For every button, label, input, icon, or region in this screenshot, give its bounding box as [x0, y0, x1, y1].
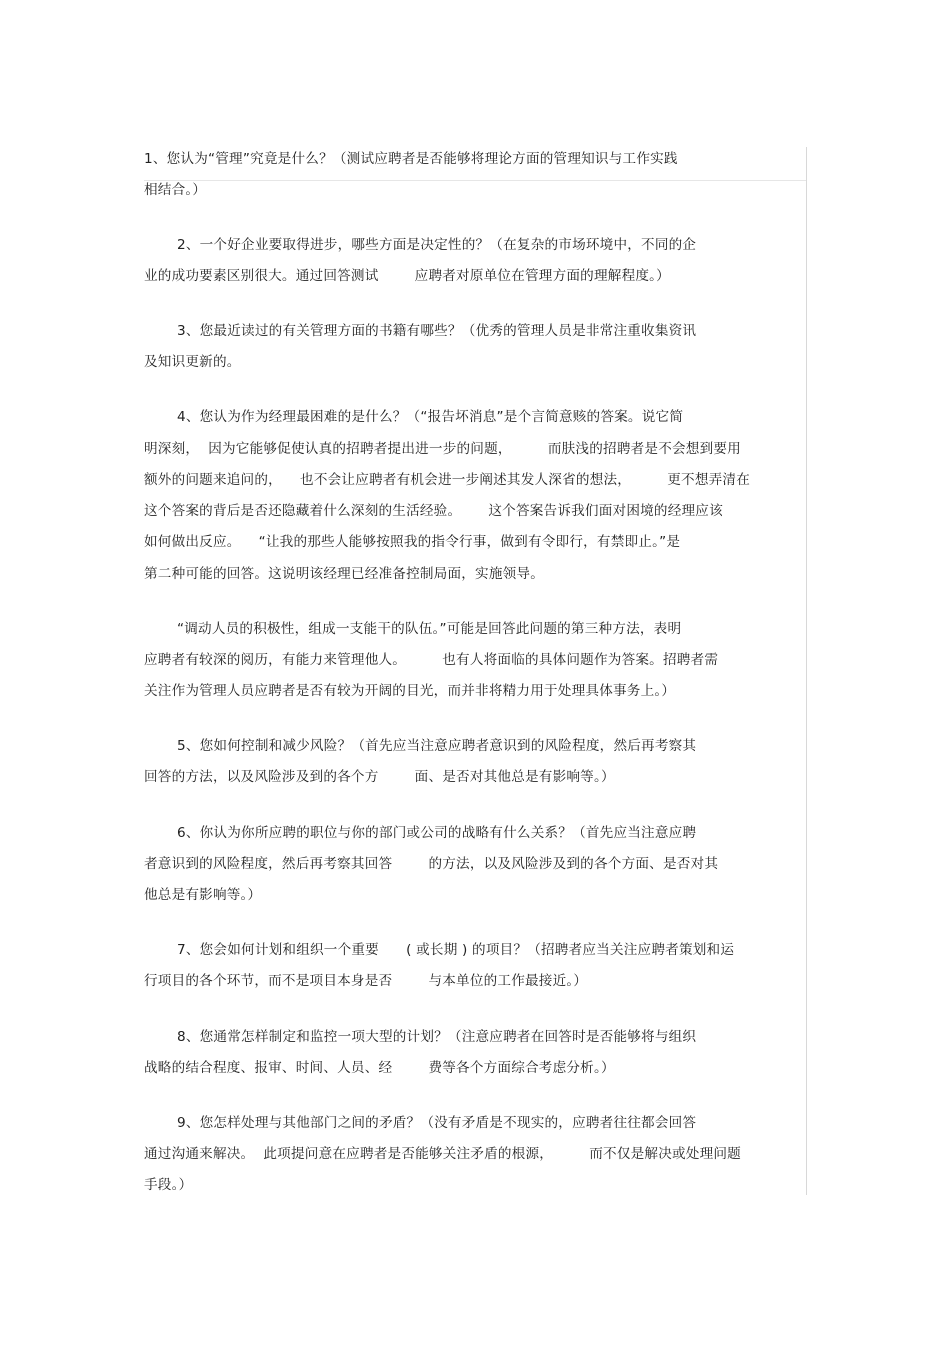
text-line: 者意识到的风险程度，然后再考察其回答 的方法，以及风险涉及到的各个方面、是否对其: [144, 856, 719, 872]
text-line: 明深刻， 因为它能够促使认真的招聘者提出进一步的问题， 而肤浅的招聘者是不会想到要用: [144, 441, 741, 457]
text-line: 7、您会如何计划和组织一个重要 ( 或长期 ) 的项目？（招聘者应当关注应聘者策划和运: [177, 942, 735, 958]
text-line: 通过沟通来解决。 此项提问意在应聘者是否能够关注矛盾的根源， 而不仅是解决或处理问题: [144, 1146, 741, 1162]
text-line: 及知识更新的。: [144, 354, 241, 370]
text-line: 这个答案的背后是否还隐藏着什么深刻的生活经验。 这个答案告诉我们面对困境的经理应该: [144, 503, 723, 519]
text-line: 3、您最近读过的有关管理方面的书籍有哪些？（优秀的管理人员是非常注重收集资讯: [177, 323, 697, 339]
text-line: 4、您认为作为经理最困难的是什么？（“报告坏消息”是个言简意赅的答案。说它简: [177, 409, 684, 425]
text-line: 第二种可能的回答。这说明该经理已经准备控制局面，实施领导。: [144, 566, 545, 582]
text-line: 回答的方法，以及风险涉及到的各个方 面、是否对其他总是有影响等。）: [144, 769, 615, 785]
text-line: 关注作为管理人员应聘者是否有较为开阔的目光，而并非将精力用于处理具体事务上。）: [144, 683, 676, 699]
text-line: 应聘者有较深的阅历，有能力来管理他人。 也有人将面临的具体问题作为答案。招聘者需: [144, 652, 719, 668]
text-line: 8、您通常怎样制定和监控一项大型的计划？（注意应聘者在回答时是否能够将与组织: [177, 1029, 697, 1045]
page-frame-top-border: [144, 180, 806, 181]
text-line: 6、你认为你所应聘的职位与你的部门或公司的战略有什么关系？（首先应当注意应聘: [177, 825, 697, 841]
text-line: 他总是有影响等。）: [144, 887, 262, 903]
page-frame-right-border: [806, 147, 807, 1195]
text-line: 1、您认为“管理”究竟是什么？（测试应聘者是否能够将理论方面的管理知识与工作实践: [144, 151, 678, 167]
text-line: 2、一个好企业要取得进步，哪些方面是决定性的？（在复杂的市场环境中，不同的企: [177, 237, 697, 253]
text-line: 手段。）: [144, 1177, 193, 1193]
text-line: 行项目的各个环节，而不是项目本身是否 与本单位的工作最接近。）: [144, 973, 588, 989]
text-line: 相结合。）: [144, 182, 207, 198]
text-line: 战略的结合程度、报审、时间、人员、经 费等各个方面综合考虑分析。）: [144, 1060, 615, 1076]
text-line: 业的成功要素区别很大。通过回答测试 应聘者对原单位在管理方面的理解程度。）: [144, 268, 670, 284]
text-line: 9、您怎样处理与其他部门之间的矛盾？（没有矛盾是不现实的，应聘者往往都会回答: [177, 1115, 697, 1131]
text-line: “调动人员的积极性，组成一支能干的队伍。”可能是回答此问题的第三种方法，表明: [177, 621, 682, 637]
text-line: 如何做出反应。 “让我的那些人能够按照我的指令行事，做到有令即行，有禁即止。”是: [144, 534, 681, 550]
text-line: 额外的问题来追问的， 也不会让应聘者有机会进一步阐述其发人深省的想法， 更不想弄清在: [144, 472, 750, 488]
text-line: 5、您如何控制和减少风险？（首先应当注意应聘者意识到的风险程度，然后再考察其: [177, 738, 697, 754]
